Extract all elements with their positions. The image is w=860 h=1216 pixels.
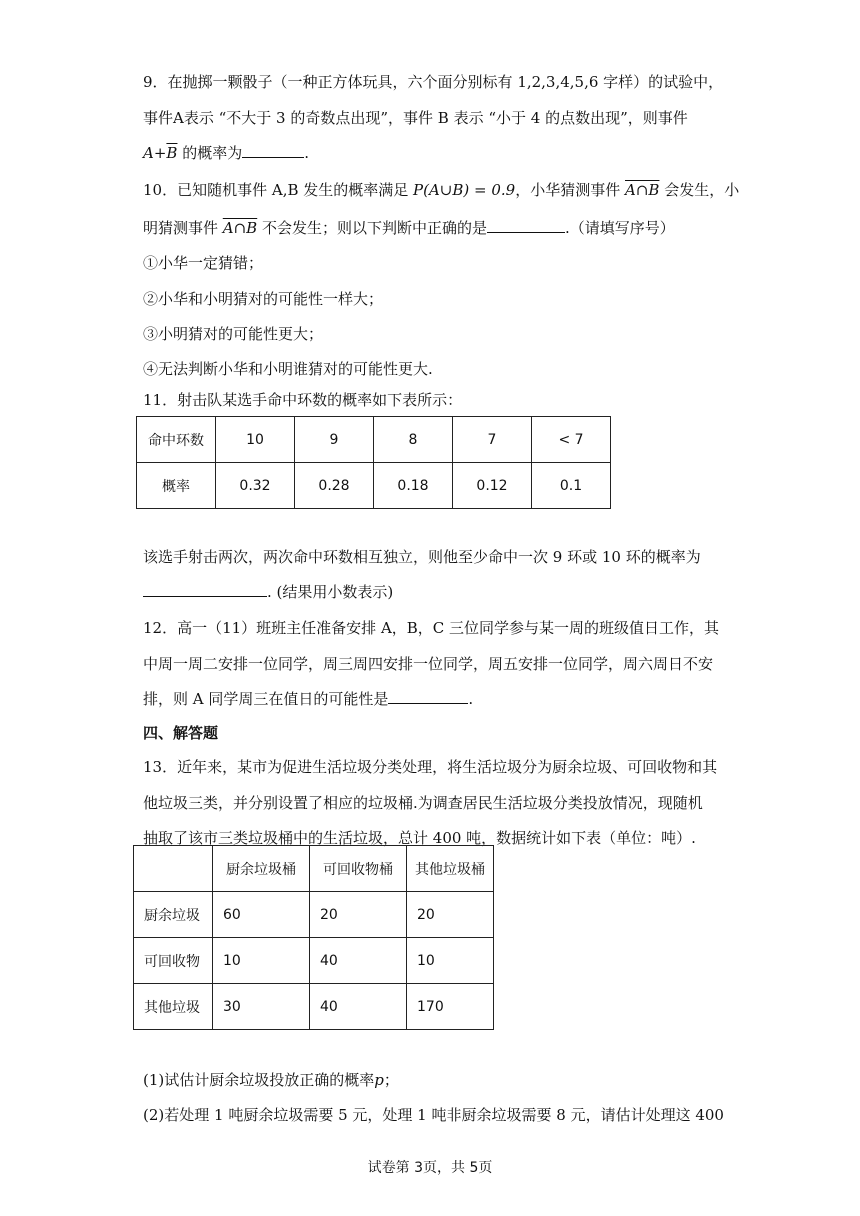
q9-line3 (143, 143, 309, 163)
q10-event-xiaoming: A∩B (222, 219, 258, 237)
table-cell: 8 (374, 417, 453, 463)
table-cell: 0.12 (453, 463, 532, 509)
q13-sub1 (143, 1070, 399, 1090)
table-row (134, 984, 494, 1030)
q9-math-b: $\overline{B}$ (166, 144, 178, 162)
table-cell: 10 (213, 938, 310, 984)
table-row (137, 417, 611, 463)
q11-line1: 该选手射击两次，两次命中环数相互独立，则他至少命中一次 9 环或 10 环的概率为 (143, 548, 701, 566)
q10-option-4: ④无法判断小华和小明谁猜对的可能性更大. (143, 360, 433, 378)
q9-line1: 9．在抛掷一颗骰子（一种正方体玩具，六个面分别标有 1,2,3,4,5,6 字样）的试验中， (143, 73, 724, 91)
q10-line1-c: 会发生，小 (659, 181, 740, 199)
q10-line2-a: 明猜测事件 (143, 219, 223, 237)
table-cell: 10 (407, 938, 494, 984)
q12-line3 (143, 689, 473, 709)
q13-waste-table (133, 845, 494, 1030)
q10-option-1: ①小华一定猜错； (143, 254, 264, 272)
table-row (134, 892, 494, 938)
table-cell: 0.18 (374, 463, 453, 509)
table-cell (134, 846, 213, 892)
q9-math-op: + (153, 144, 167, 162)
table-row (134, 938, 494, 984)
q10-line1-a: 10．已知随机事件 A,B 发生的概率满足 (143, 181, 414, 199)
q12-line3-text: 排，则 A 同学周三在值日的可能性是 (143, 690, 389, 708)
table-cell: 10 (216, 417, 295, 463)
q10-line2-b: 不会发生；则以下判断中正确的是 (257, 219, 487, 237)
q10-option-2: ②小华和小明猜对的可能性一样大； (143, 290, 384, 308)
table-cell: 0.28 (295, 463, 374, 509)
q10-line1 (143, 180, 739, 200)
table-cell: 厨余垃圾 (134, 892, 213, 938)
page-footer: 试卷第 3页，共 5页 (367, 1160, 493, 1176)
q12-line3-end: . (468, 690, 474, 708)
section-heading: 四、解答题 (143, 724, 219, 742)
q13-sub1-text: (1)试估计厨余垃圾投放正确的概率 (143, 1071, 375, 1089)
table-cell: 概率 (137, 463, 216, 509)
q10-event-xiaohua: A∩B (625, 181, 660, 199)
q11-intro: 11．射击队某选手命中环数的概率如下表所示： (143, 391, 463, 409)
table-cell: 170 (407, 984, 494, 1030)
q13-sub1-var: p (374, 1071, 384, 1089)
table-row (134, 846, 494, 892)
table-cell: 0.1 (532, 463, 611, 509)
table-cell: 40 (310, 984, 407, 1030)
q12-line1: 12．高一（11）班班主任准备安排 A，B，C 三位同学参与某一周的班级值日工作，其 (143, 619, 720, 637)
q12-answer-blank[interactable] (388, 689, 468, 704)
table-cell: 其他垃圾 (134, 984, 213, 1030)
q10-option-3: ③小明猜对的可能性更大； (143, 325, 324, 343)
table-row (137, 463, 611, 509)
q13-sub1-end: ； (383, 1071, 399, 1089)
table-cell: 20 (407, 892, 494, 938)
table-cell: 30 (213, 984, 310, 1030)
q10-answer-blank[interactable] (487, 218, 565, 233)
table-cell: 可回收物桶 (310, 846, 407, 892)
table-cell: < 7 (532, 417, 611, 463)
q9-math-a: A (143, 144, 154, 162)
q13-sub2: (2)若处理 1 吨厨余垃圾需要 5 元，处理 1 吨非厨余垃圾需要 8 元，请估计处理这 400 (143, 1106, 724, 1124)
q11-answer-blank[interactable] (143, 582, 267, 597)
table-cell: 40 (310, 938, 407, 984)
table-cell: 9 (295, 417, 374, 463)
q9-line2: 事件A表示 “不大于 3 的奇数点出现”，事件 B 表示 “小于 4 的点数出现”，则事件 (143, 109, 688, 127)
q10-formula: P(A∪B) = 0.9 (413, 181, 516, 199)
q10-line2-c: .（请填写序号） (565, 219, 675, 237)
table-cell: 可回收物 (134, 938, 213, 984)
q9-line3-text: 的概率为 (177, 144, 243, 162)
table-cell: 0.32 (216, 463, 295, 509)
table-cell: 7 (453, 417, 532, 463)
q13-line2: 他垃圾三类，并分别设置了相应的垃圾桶.为调查居民生活垃圾分类投放情况，现随机 (143, 794, 703, 812)
q12-line2: 中周一周二安排一位同学，周三周四安排一位同学，周五安排一位同学，周六周日不安 (143, 655, 714, 673)
table-cell: 命中环数 (137, 417, 216, 463)
q13-line3: 抽取了该市三类垃圾桶中的生活垃圾，总计 400 吨，数据统计如下表（单位：吨）. (143, 829, 696, 847)
table-cell: 厨余垃圾桶 (213, 846, 310, 892)
q9-line3-end: . (304, 144, 310, 162)
q11-probability-table (136, 416, 611, 509)
q9-answer-blank[interactable] (242, 143, 304, 158)
q11-line2 (143, 582, 393, 602)
table-cell: 20 (310, 892, 407, 938)
q10-line1-b: ，小华猜测事件 (515, 181, 625, 199)
q10-line2 (143, 218, 675, 238)
q13-line1: 13．近年来，某市为促进生活垃圾分类处理，将生活垃圾分为厨余垃圾、可回收物和其 (143, 758, 718, 776)
q11-line2-text: . (结果用小数表示) (267, 583, 394, 601)
table-cell: 60 (213, 892, 310, 938)
table-cell: 其他垃圾桶 (407, 846, 494, 892)
